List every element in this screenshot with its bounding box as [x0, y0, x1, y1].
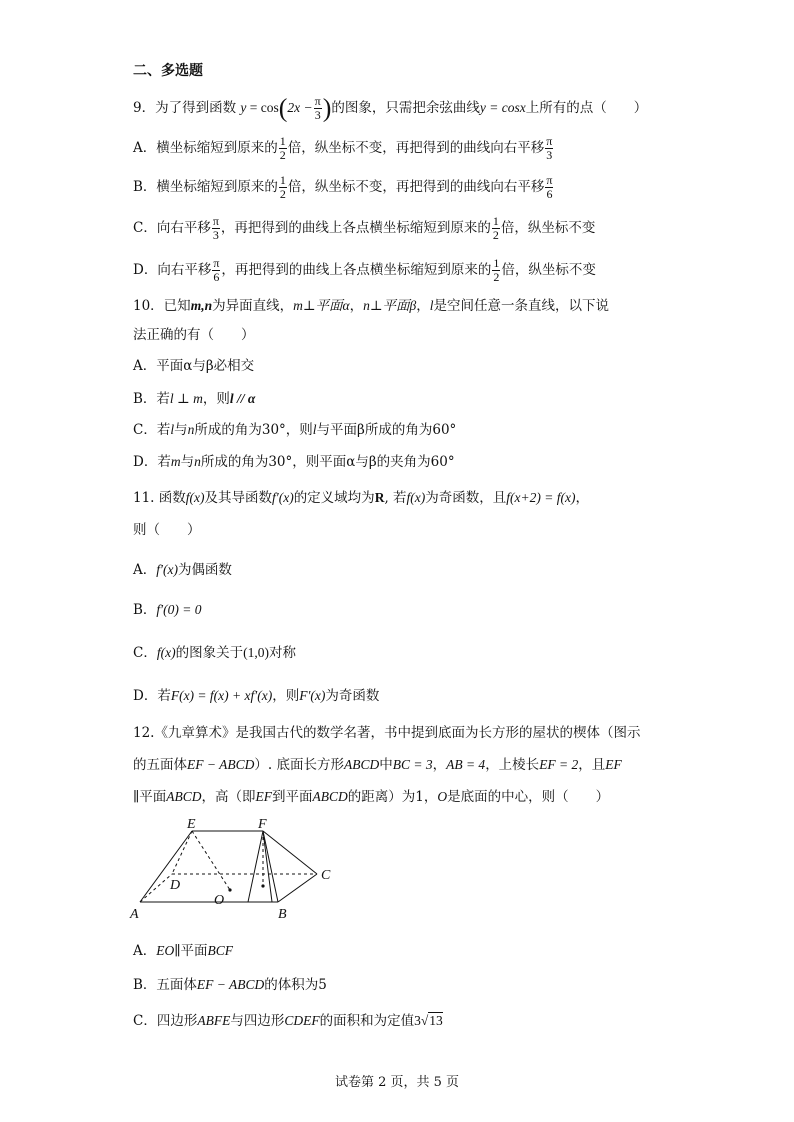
label-b: B — [278, 907, 287, 922]
q9-stem — [133, 95, 647, 122]
q12-b-post: 的体积为5 — [264, 977, 327, 993]
frac-num: 1 — [279, 134, 286, 148]
q9-b-pre: B．横坐标缩短到原来的 — [133, 179, 278, 195]
q11-l1-a: 11. 函数 — [133, 490, 186, 506]
q11-a-post: 为偶函数 — [177, 562, 232, 578]
q12-c-mid: 与四边形 — [230, 1013, 285, 1029]
q10-l: l — [429, 298, 434, 313]
q10-m-perp: m⊥平面α — [293, 298, 350, 313]
q10-c-n: n — [187, 422, 195, 437]
q9-fn-eq: = cos — [246, 100, 279, 115]
q9-c-frac-half — [492, 215, 500, 242]
q9-stem-text-a: 为了得到函数 — [155, 100, 237, 116]
q11-d-mid: ，则 — [272, 688, 300, 704]
q12-l3-d: 的距离）为1， — [347, 789, 438, 805]
q11-l1-c: 的定义域均为 — [293, 490, 375, 506]
q12-l3-a: ∥平面 — [133, 789, 167, 805]
q12-c-cdef: CDEF — [284, 1013, 320, 1028]
q11-d-post: 为奇函数 — [325, 688, 380, 704]
edge-fa-face — [248, 831, 263, 902]
q10-b-pre: B．若 — [133, 391, 170, 407]
q12-l2-a: 的五面体 — [133, 757, 187, 773]
q9-option-a[interactable] — [133, 135, 554, 162]
q12-a-eo: EO — [156, 943, 175, 958]
q12-b-solid: EF − ABCD — [196, 977, 265, 992]
q9-stem-text-b: 的图象，只需把余弦曲线 — [331, 100, 480, 116]
q12-stem-line1: 12.《九章算术》是我国古代的数学名著，书中提到底面为长方形的屋状的楔体（图示 — [133, 725, 641, 741]
q10-d-b: 所成的角为30°，则平面α与β的夹角为60° — [200, 454, 455, 470]
q11-l1-e: 为奇函数，且 — [425, 490, 507, 506]
q10-c-pre: C．若 — [133, 422, 171, 438]
q10-b-math2: l // α — [229, 391, 256, 406]
q12-figure — [128, 818, 348, 923]
q9-c-frac-pi3 — [212, 215, 220, 242]
q12-ef: EF = 2 — [539, 757, 579, 772]
q12-l3-c: 到平面 — [272, 789, 313, 805]
q10-option-c[interactable] — [133, 420, 456, 440]
q11-fx-2: f(x) — [406, 490, 426, 505]
q10-d-n: n — [194, 454, 201, 469]
q9-c-pre: C．向右平移 — [133, 220, 211, 236]
q10-l1-a: 10．已知 — [133, 298, 191, 314]
q12-bc: BC = 3 — [392, 757, 433, 772]
label-c: C — [321, 868, 331, 883]
q12-l2-b: ）. 底面长方形 — [254, 757, 344, 773]
q10-n-perp: n⊥平面β — [363, 298, 417, 313]
q10-option-d[interactable] — [133, 452, 455, 472]
q9-option-c[interactable] — [133, 215, 595, 242]
q10-comma-2: ， — [416, 298, 430, 314]
q10-b-math1: l ⊥ m — [169, 391, 203, 406]
q12-a-pre: A． — [133, 943, 157, 959]
q9-option-b[interactable] — [133, 174, 554, 201]
label-o: O — [214, 893, 225, 908]
frac-num: 1 — [279, 173, 286, 187]
q9-number: 9． — [133, 100, 156, 116]
q11-b-math: f′(0) = 0 — [156, 602, 202, 617]
q12-l2-c: 中 — [379, 757, 393, 773]
q12-efabcd: EF − ABCD — [187, 757, 255, 772]
frac-num: 1 — [493, 256, 500, 270]
frac-den: 3 — [314, 108, 321, 122]
q10-comma: ， — [349, 298, 364, 314]
q11-option-c[interactable] — [133, 643, 296, 663]
q12-l2-e: ，上棱长 — [485, 757, 540, 773]
q11-l1-d: , 若 — [384, 490, 407, 506]
edge-ad-hidden — [140, 874, 172, 902]
edge-bc — [278, 874, 317, 902]
q9-a-frac-pi3 — [545, 135, 553, 162]
sqrt-icon: √ — [420, 1013, 429, 1028]
edge-eo-hidden — [192, 831, 230, 890]
q12-c-abfe: ABFE — [197, 1013, 231, 1028]
q10-c-b: 所成的角为30°，则 — [194, 422, 313, 438]
q9-option-d[interactable] — [133, 257, 596, 284]
q10-c-l2: l — [312, 422, 317, 437]
q9-d-mid: ，再把得到的曲线上各点横坐标缩短到原来的 — [221, 262, 492, 278]
q12-a-bcf: BCF — [207, 943, 233, 958]
q11-option-d[interactable] — [133, 686, 379, 706]
q12-abcd-2: ABCD — [166, 789, 202, 804]
frac-den: 2 — [492, 228, 499, 242]
q11-option-b[interactable] — [133, 600, 201, 620]
q12-l3-e: 是底面的中心，则（ ） — [447, 789, 610, 805]
edge-ea — [140, 831, 192, 902]
q9-d-end: 倍，纵坐标不变 — [501, 262, 596, 278]
q10-mn: m,n — [190, 298, 213, 313]
q12-o: O — [437, 789, 448, 804]
label-e: E — [187, 818, 196, 832]
section-title: 二、多选题 — [133, 63, 203, 79]
q9-d-frac-pi6 — [212, 257, 220, 284]
q10-stem-line1 — [133, 296, 609, 316]
q10-c-a: 与 — [174, 422, 188, 438]
q12-ef2: EF — [605, 757, 622, 772]
q12-option-b[interactable] — [133, 975, 327, 995]
frac-num: π — [546, 173, 553, 187]
q12-c-val-3: 3 — [414, 1013, 421, 1028]
q12-stem-line3 — [133, 787, 609, 807]
q9-arg-left: 2x − — [287, 100, 313, 115]
q10-l1-c: 是空间任意一条直线，以下说 — [433, 298, 610, 314]
q11-l1-b: 及其导函数 — [204, 490, 272, 506]
q10-stem-line2: 法正确的有（ ） — [133, 327, 255, 343]
q10-option-a[interactable]: A．平面α与β必相交 — [133, 358, 255, 374]
page-footer: 试卷第 2 页，共 5 页 — [334, 1075, 460, 1090]
q9-b-frac-pi6 — [545, 174, 553, 201]
q11-c-fx: f(x) — [156, 645, 176, 660]
q11-period: f(x+2) = f(x) — [506, 490, 576, 505]
q9-a-mid: 倍，纵坐标不变，再把得到的曲线向右平移 — [287, 140, 545, 156]
q12-c-pre: C．四边形 — [133, 1013, 198, 1029]
q9-a-frac-half — [279, 135, 287, 162]
q12-l2-d: ， — [432, 757, 447, 773]
q10-d-pre: D．若 — [133, 454, 171, 470]
frac-den: 2 — [493, 270, 500, 284]
q9-b-frac-half — [279, 174, 287, 201]
q10-d-a: 与 — [180, 454, 195, 470]
q11-d-math: F(x) = f(x) + xf′(x) — [170, 688, 273, 703]
q12-abcd: ABCD — [343, 757, 380, 772]
q11-d-pre: D．若 — [133, 688, 171, 704]
frac-num: π — [546, 134, 553, 148]
frac-den: 3 — [546, 148, 553, 162]
frac-den: 2 — [279, 148, 286, 162]
q11-c-pt: (1,0) — [243, 645, 269, 660]
q11-c-pre: C． — [133, 645, 157, 661]
q9-stem-text-c: 上所有的点（ ） — [525, 100, 648, 116]
q9-c-mid: ，再把得到的曲线上各点横坐标缩短到原来的 — [220, 220, 491, 236]
q9-a-pre: A．横坐标缩短到原来的 — [133, 140, 278, 156]
q9-d-frac-half — [492, 257, 500, 284]
q12-c-val-13: 13 — [429, 1013, 443, 1028]
frac-den: 3 — [212, 228, 219, 242]
q10-option-b[interactable] — [133, 389, 255, 409]
q11-stem-line2: 则（ ） — [133, 522, 201, 538]
q12-option-c[interactable] — [133, 1011, 443, 1031]
q12-option-a[interactable] — [133, 941, 233, 961]
edge-ed-hidden — [172, 831, 192, 874]
q11-fx: f(x) — [185, 490, 205, 505]
q10-d-m: m — [170, 454, 181, 469]
q12-a-mid: ∥平面 — [174, 943, 208, 959]
q11-a-fpx: f′(x) — [156, 562, 178, 577]
q12-ef3: EF — [255, 789, 272, 804]
q12-stem-line2 — [133, 755, 622, 775]
q10-c-c: 与平面β所成的角为60° — [316, 422, 457, 438]
frac-num: π — [212, 214, 219, 228]
q10-b-mid: ，则 — [202, 391, 230, 407]
q9-frac-pi-3 — [314, 95, 322, 122]
q9-curve: y = cosx — [479, 100, 526, 115]
q11-r: R — [374, 490, 385, 505]
label-d: D — [170, 878, 181, 893]
frac-den: 6 — [213, 270, 220, 284]
q11-l1-f: ， — [575, 490, 589, 506]
label-a: A — [130, 907, 139, 922]
q12-l2-f: ，且 — [578, 757, 606, 773]
q9-d-pre: D．向右平移 — [133, 262, 212, 278]
q9-b-mid: 倍，纵坐标不变，再把得到的曲线向右平移 — [287, 179, 545, 195]
frac-num: π — [213, 256, 220, 270]
q11-option-a[interactable] — [133, 560, 232, 580]
q11-stem-line1 — [133, 488, 589, 508]
q9-paren-close: ) — [322, 93, 332, 123]
q12-ab: AB = 4 — [446, 757, 486, 772]
q11-a-pre: A． — [133, 562, 157, 578]
q11-c-mid: 的图象关于 — [175, 645, 244, 661]
q11-fpx: f′(x) — [272, 490, 294, 505]
q12-c-post: 的面积和为定值 — [319, 1013, 415, 1029]
point-foot — [261, 884, 264, 887]
q11-b-pre: B． — [133, 602, 157, 618]
q9-paren-open: ( — [278, 93, 288, 123]
label-f: F — [258, 818, 267, 832]
q12-l3-b: ，高（即 — [201, 789, 256, 805]
q12-b-pre: B．五面体 — [133, 977, 197, 993]
frac-num: 1 — [492, 214, 499, 228]
q10-l1-b: 为异面直线， — [212, 298, 294, 314]
frac-den: 6 — [546, 187, 553, 201]
q12-abcd-3: ABCD — [312, 789, 348, 804]
q9-fn-lhs: y — [240, 100, 247, 115]
point-o — [228, 888, 231, 891]
frac-num: π — [314, 94, 321, 108]
q11-c-post: 对称 — [268, 645, 296, 661]
q9-c-end: 倍，纵坐标不变 — [500, 220, 596, 236]
q10-c-l: l — [170, 422, 175, 437]
q11-d-math2: F′(x) — [299, 688, 326, 703]
frac-den: 2 — [279, 187, 286, 201]
